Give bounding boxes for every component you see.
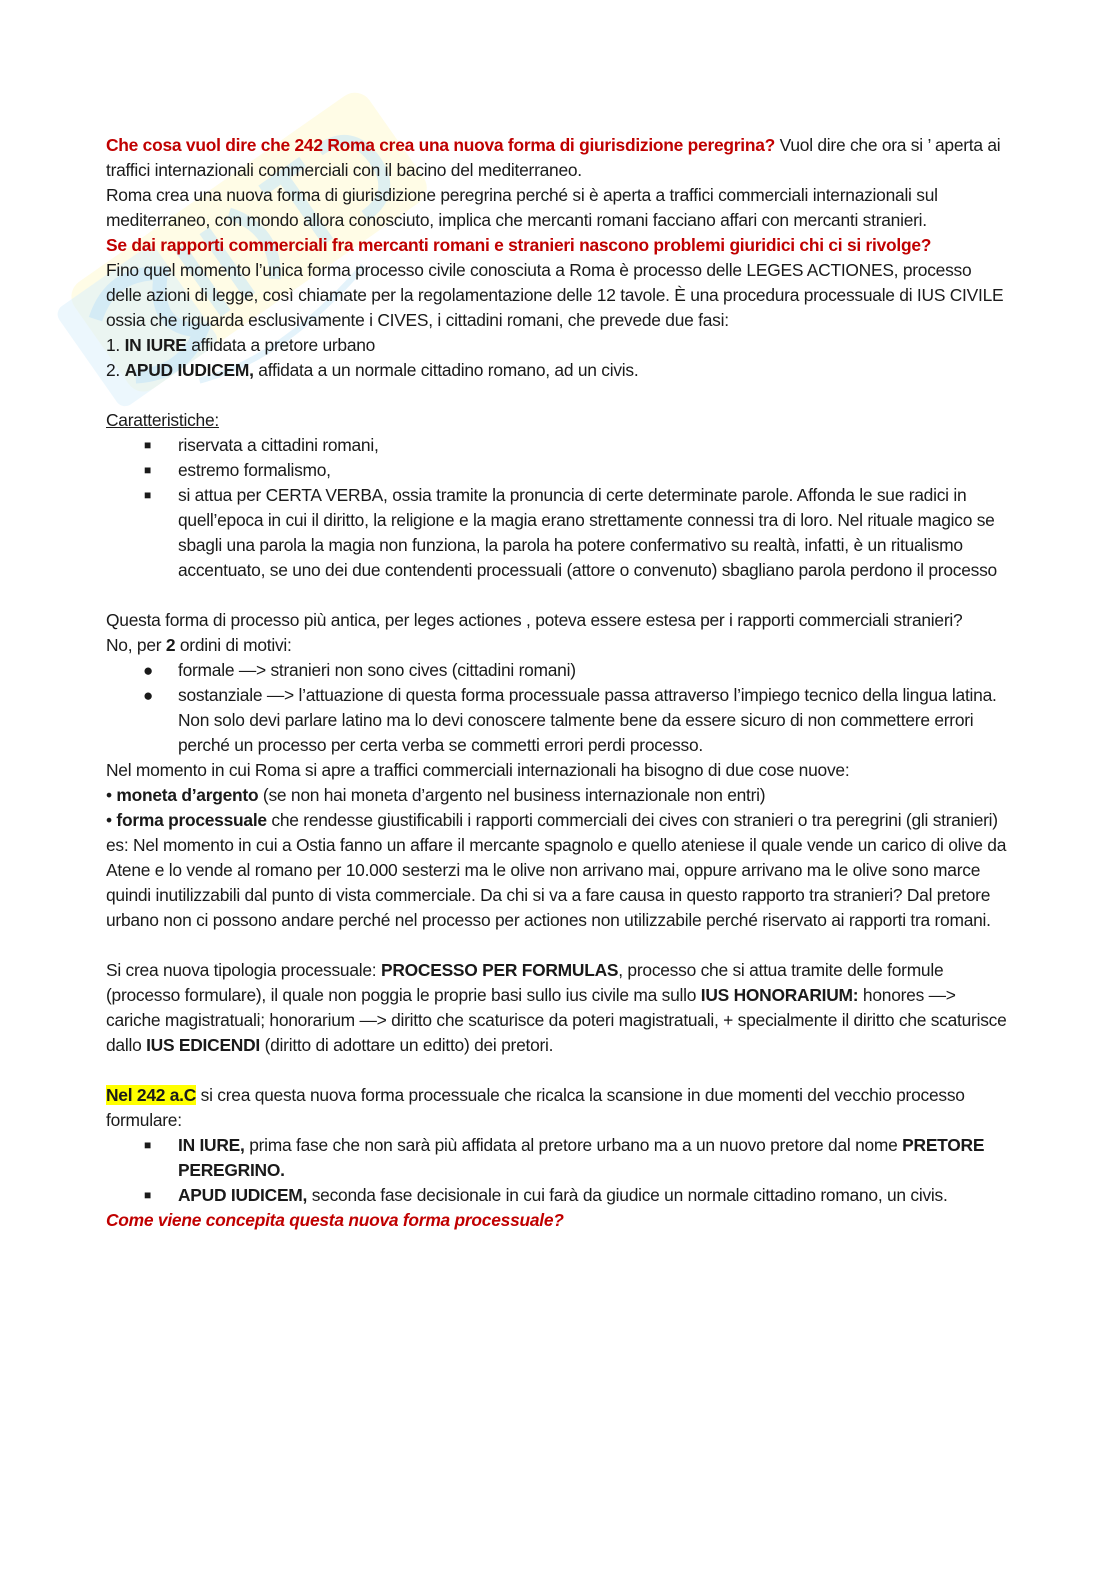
paragraph-3: Nel momento in cui Roma si apre a traffici commerciali internazionali ha bisogno di due cose nuove: — [106, 760, 850, 780]
phase-term: APUD IUDICEM, — [124, 360, 254, 380]
need-item-2: • forma processuale che rendesse giustificabili i rapporti commerciali dei cives con stranieri o tra peregrini (gli stranieri) — [106, 810, 998, 830]
round-bullet-icon: ● — [143, 686, 154, 705]
paragraph-q1 — [106, 133, 1011, 183]
square-bullet-icon: ■ — [144, 438, 151, 452]
paragraph-2: Fino quel momento l’unica forma processo civile conosciuta a Roma è processo delle LEGES ACTIONES, processo delle azioni di legge, così chiamate per la regolamentazione delle 12 tavole. È una procedura processuale di IUS CIVILE ossia che riguarda esclusivamente i CIVES, i cittadini romani, che prevede due fasi: — [106, 260, 1004, 330]
list-item: ● formale —> stranieri non sono cives (cittadini romani) — [106, 658, 1011, 683]
question-heading-4: Come viene concepita questa nuova forma processuale? — [106, 1210, 564, 1230]
question-heading-2: Se dai rapporti commerciali fra mercanti romani e stranieri nascono problemi giuridici chi ci si rivolge? — [106, 235, 932, 255]
square-bullet-icon: ■ — [144, 463, 151, 477]
spacer — [106, 1058, 1011, 1083]
answer-text: Vuol dire che ora si ’ aperta ai traffici internazionali commerciali con il bacino del mediterraneo. — [106, 135, 1001, 180]
list-item: ■ estremo formalismo, — [106, 458, 1011, 483]
list-item: ● sostanziale —> l’attuazione di questa forma processuale passa attraverso l’impiego tecnico della lingua latina. Non solo devi parlare latino ma lo devi conoscere talmente bene da essere sicuro di non commettere errori perché un processo per certa verba se commetti errori perdi processo. — [143, 685, 997, 755]
list-item: ■ riservata a cittadini romani, — [106, 433, 1011, 458]
square-bullet-icon: ■ — [144, 1138, 151, 1152]
phase-item-1: 1. IN IURE affidata a pretore urbano — [106, 335, 376, 355]
spacer — [106, 383, 1011, 408]
phase-term: IN IURE — [124, 335, 187, 355]
features-list — [106, 433, 1011, 583]
document-body — [106, 133, 1011, 1233]
list-item: ■ APUD IUDICEM, seconda fase decisionale in cui farà da giudice un normale cittadino romano, un civis. — [106, 1183, 1011, 1208]
new-phases-list — [106, 1133, 1011, 1208]
highlighted-date: Nel 242 a.C — [106, 1085, 197, 1105]
list-item: ■ IN IURE, prima fase che non sarà più affidata al pretore urbano ma a un nuovo pretore dal nome PRETORE PEREGRINO. — [144, 1135, 985, 1180]
square-bullet-icon: ■ — [144, 1188, 151, 1202]
list-item: ■ si attua per CERTA VERBA, ossia tramite la pronuncia di certe determinate parole. Affonda le sue radici in quell’epoca in cui il diritto, la religione e la magia erano strettamente connessi tra di loro. Nel rituale magico se sbagli una parola la magia non funziona, la parola ha potere confermativo su realtà, infatti, è un ritualismo accentuato, se uno dei due contendenti processuali (attore o convenuto) sbagliano parola perdono il processo — [144, 485, 997, 580]
no-line: No, per 2 ordini di motivi: — [106, 635, 292, 655]
round-bullet-icon: ● — [143, 661, 154, 680]
spacer — [106, 583, 1011, 608]
square-bullet-icon: ■ — [144, 488, 151, 502]
spacer — [106, 933, 1011, 958]
example-paragraph: es: Nel momento in cui a Ostia fanno un affare il mercante spagnolo e quello ateniese il quale vende un carico di olive da Atene e lo vende al romano per 10.000 sesterzi ma le olive non arrivano mai, oppure arrivano ma le olive sono marce quindi inutilizzabili dal punto di vista commerciale. Da chi si va a fare causa in questo rapporto tra stranieri? Dal pretore urbano non ci possono andare perché nel processo per actiones non utilizzabile perché riservato ai rapporti tra romani. — [106, 835, 1007, 930]
need-item-1: • moneta d’argento (se non hai moneta d’argento nel business internazionale non entri) — [106, 785, 766, 805]
paragraph-1: Roma crea una nuova forma di giurisdizione peregrina perché si è aperta a traffici commerciali internazionali sul mediterraneo, con mondo allora conosciuto, implica che mercanti romani facciano affari con mercanti stranieri. — [106, 185, 938, 230]
paragraph-5: Nel 242 a.C si crea questa nuova forma processuale che ricalca la scansione in due momenti del vecchio processo formulare: — [106, 1085, 965, 1130]
paragraph-4: Si crea nuova tipologia processuale: PROCESSO PER FORMULAS, processo che si attua tramite delle formule (processo formulare), il quale non poggia le proprie basi sullo ius civile ma sullo IUS HONORARIUM: honores —> cariche magistratuali; honorarium —> diritto che scaturisce da poteri magistratuali, + specialmente il diritto che scaturisce dallo IUS EDICENDI (diritto di adottare un editto) dei pretori. — [106, 960, 1007, 1055]
phase-item-2: 2. APUD IUDICEM, affidata a un normale cittadino romano, ad un civis. — [106, 360, 639, 380]
reasons-list — [106, 658, 1011, 758]
question-heading: Che cosa vuol dire che 242 Roma crea una nuova forma di giurisdizione peregrina? — [106, 135, 776, 155]
question-3: Questa forma di processo più antica, per leges actiones , poteva essere estesa per i rapporti commerciali stranieri? — [106, 610, 963, 630]
features-heading: Caratteristiche: — [106, 410, 219, 430]
